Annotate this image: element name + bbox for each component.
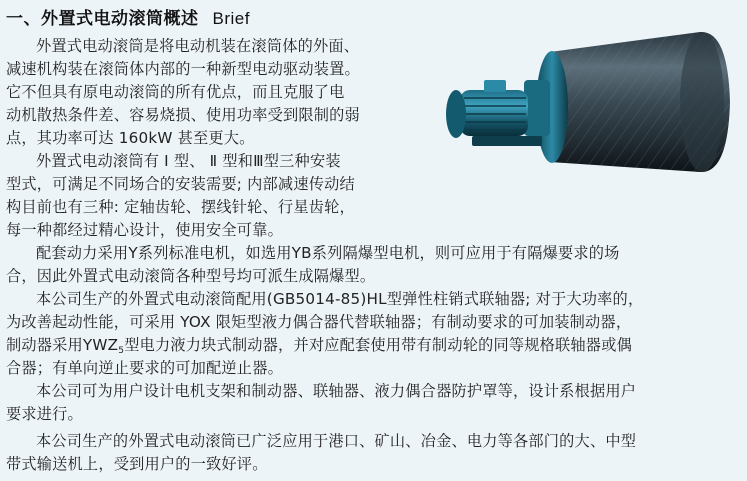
p1-line-4: 动机散热条件差、容易烧损、使用功率受到限制的弱 (6, 106, 360, 124)
motor-fan-cover (446, 90, 466, 138)
motor-body (460, 80, 528, 136)
p3-line-2: 合，因此外置式电动滚筒各种型号均可派生成隔爆型。 (6, 267, 376, 285)
p4-line-4: 合器；有单向逆止要求的可加配逆止器。 (6, 359, 283, 377)
p4-line-3-a: 制动器采用YWZ (6, 336, 119, 354)
section-title-zh: 一、外置式电动滚筒概述 (6, 9, 199, 29)
external-motor-drum-photo (432, 22, 740, 194)
p1-line-5: 点，其功率可达 160kW 甚至更大。 (6, 129, 255, 147)
section-title-en: Brief (212, 9, 250, 28)
p5-line-1: 本公司可为用户设计电机支架和制动器、联轴器、液力偶合器防护罩等，设计系根据用户 (36, 382, 637, 400)
p1-line-3: 它不但具有原电动滚筒的所有优点，而且克服了电 (6, 83, 345, 101)
p1-line-1: 外置式电动滚筒是将电动机装在滚筒体的外面、 (36, 37, 360, 55)
p4-subscript: 5 (118, 346, 125, 356)
p4-line-1: 本公司生产的外置式电动滚筒配用(GB5014-85)HL型弹性柱销式联轴器; 对于大功率的， (36, 290, 644, 308)
p6-line-1: 本公司生产的外置式电动滚筒已广泛应用于港口、矿山、冶金、电力等各部门的大、中型 (36, 432, 637, 450)
p2-line-3: 构目前也有三种: 定轴齿轮、摆线针轮、行星齿轮， (6, 198, 355, 216)
p1-line-2: 减速机构装在滚筒体内部的一种新型电动驱动装置。 (6, 60, 360, 78)
p5-line-2: 要求进行。 (6, 405, 83, 423)
p4-line-3-b: 型电力液力块式制动器，并对应配套使用带有制动轮的同等规格联轴器或偶 (124, 336, 632, 354)
section-title (6, 4, 250, 29)
p2-line-2: 型式，可满足不同场合的安装需要; 内部减速传动结 (6, 175, 355, 193)
p6-line-2: 带式输送机上，受到用户的一致好评。 (6, 455, 268, 473)
motor-base (472, 136, 542, 146)
p2-line-1: 外置式电动滚筒有 Ⅰ 型、 Ⅱ 型和Ⅲ型三种安装 (36, 152, 341, 170)
drum-body (550, 32, 730, 172)
p3-line-1: 配套动力采用Y系列标准电机，如选用YB系列隔爆型电机，则可应用于有隔爆要求的场 (36, 244, 620, 262)
p2-line-4: 每一种都经过精心设计，使用安全可靠。 (6, 221, 283, 239)
p4-line-2: 为改善起动性能，可采用 YOX 限矩型液力偶合器代替联轴器；有制动要求的可加装制动器， (6, 313, 632, 331)
